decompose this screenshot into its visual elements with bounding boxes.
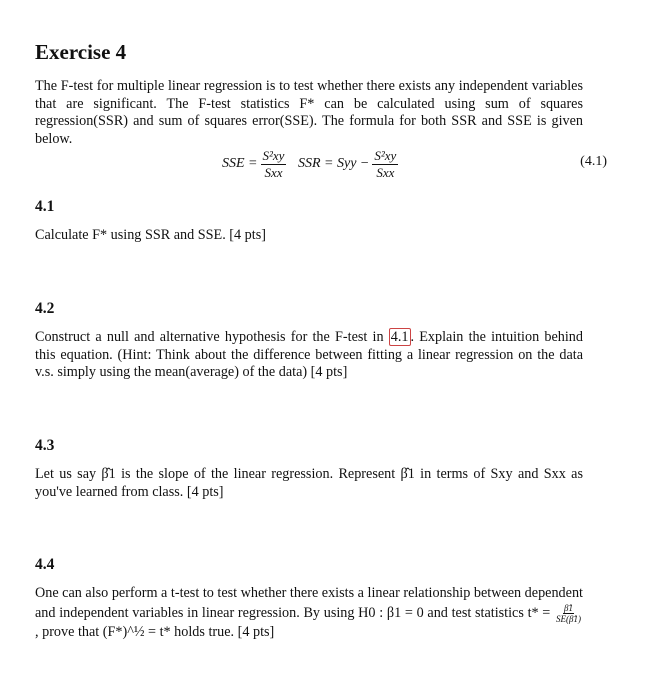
t-statistic-fraction [556, 603, 581, 624]
sse-lhs: SSE = [222, 156, 258, 171]
t-stat-denominator: SE(β̂1) [556, 613, 582, 624]
section-heading-4-2: 4.2 [35, 300, 55, 317]
section-heading-4-3: 4.3 [35, 437, 55, 454]
ssr-numerator: S²xy [374, 147, 397, 163]
equation-reference-link[interactable]: 4.1 [390, 329, 409, 345]
t-stat-numerator: β̂1 [564, 602, 574, 613]
section-4-2-text-a: Construct a null and alternative hypothesis for the F-test in [35, 329, 389, 345]
sse-equation [222, 143, 289, 185]
section-4-2-text-b: . Explain the intuition behind this equation. (Hint: Think about the difference between fitting a linear regression on the data v.s. simply using the mean(average) of the data) [4 pts] [35, 329, 583, 381]
section-body-4-3: Let us say β̂1 is the slope of the linear regression. Represent β̂1 in terms of Sxy and Sxx as you've learned from class. [4 pts] [35, 466, 583, 500]
ssr-lhs: SSR = Syy − [298, 156, 370, 171]
section-4-4-text-b: , prove that (F*)^½ = t* holds true. [4 pts] [35, 623, 275, 640]
sse-denominator: Sxx [264, 164, 283, 180]
section-body-4-2 [35, 329, 583, 382]
ssr-denominator: Sxx [376, 164, 395, 180]
section-heading-4-4: 4.4 [35, 556, 55, 573]
section-body-4-1: Calculate F* using SSR and SSE. [4 pts] [35, 227, 266, 243]
sse-fraction [261, 148, 287, 181]
section-heading-4-1: 4.1 [35, 198, 55, 215]
intro-text: The F-test for multiple linear regression is to test whether there exists any independent variables that are significant. The F-test statistics F* can be calculated using sum of squares regression(SSR) and sum of squares error(SSE). The formula for both SSR and SSE is given below. [35, 78, 583, 147]
section-4-4-text-a: One can also perform a t-test to test whether there exists a linear relationship between dependent and independent variables in linear regression. By using H0 : β1 = 0 and test statistics t* = [35, 585, 583, 621]
equation-4-1 [0, 143, 649, 185]
exercise-title: Exercise 4 [35, 40, 127, 64]
section-body-4-4 [35, 585, 583, 641]
ssr-fraction [372, 148, 398, 181]
intro-paragraph [35, 78, 583, 148]
sse-numerator: S²xy [262, 147, 285, 163]
equation-number: (4.1) [580, 154, 607, 169]
ssr-equation [298, 143, 401, 185]
